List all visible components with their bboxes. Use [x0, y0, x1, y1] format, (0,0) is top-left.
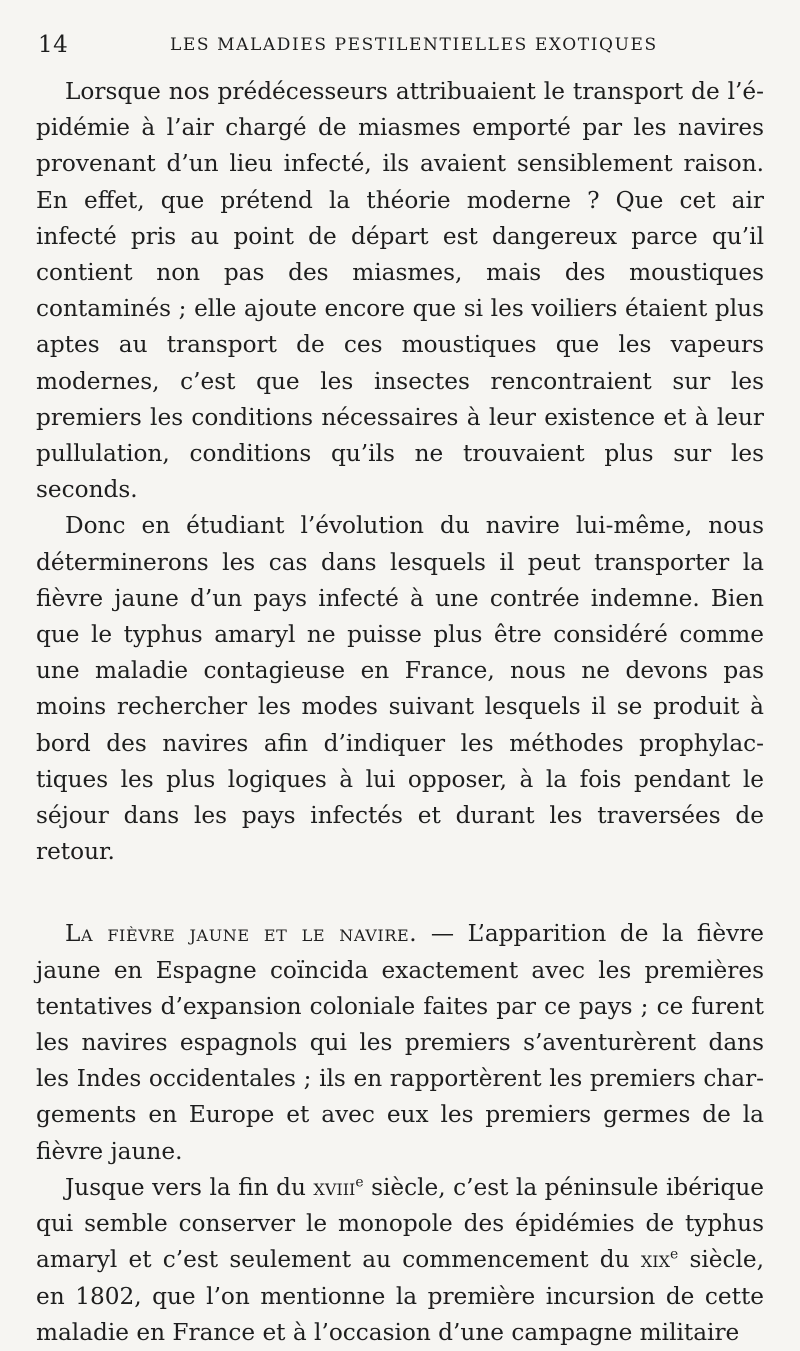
paragraph-miasmes: Lorsque nos prédécesseurs attribuaient le transport de l’épidémie à l’air chargé de miasmes emporté par les navires provenant d’un lieu infecté, ils avaient sensiblement raison. En effet, que prétend la théorie moderne ? Que cet air infecté pris au point de départ est dangereux parce qu’il contient non pas des miasmes, mais des moustiques contaminés ; elle ajoute encore que si les voiliers étaient plus aptes au transport de ces moustiques que les vapeurs modernes, c’est que les insectes rencontraient sur les premiers les conditions nécessaires à leur existence et à leur pullulation, conditions qu’ils ne trouvaient plus sur les seconds.: [36, 78, 764, 504]
century-xix: xix: [640, 1246, 670, 1274]
paragraph-evolution-navire: Donc en étudiant l’évolution du navire lui-même, nous déterminerons les cas dans lesquels il peut transporter la fièvre jaune d’un pays infecté à une contrée indemne. Bien que le typhus amaryl ne puisse plus être considéré comme une maladie contagieuse en France, nous ne devons pas moins rechercher les modes suivant lesquels il se produit à bord des navires afin d’indiquer les méthodes prophylactiques les plus logiques à lui opposer, à la fois pendant le séjour dans les pays infectés et durant les traversées de retour.: [36, 512, 764, 866]
paragraph-peninsule-part3: siècle, en 1802, que l’on mentionne la première incursion de cette maladie en France et à l’occasion d’une campagne militaire: [36, 1246, 764, 1346]
page-header: [36, 32, 766, 62]
section-dash: —: [417, 920, 468, 948]
century-xix-suffix: e: [669, 1246, 679, 1263]
century-xviii: xviii: [313, 1173, 356, 1201]
paragraph-peninsule-part1: Jusque vers la fin du: [65, 1173, 314, 1201]
body-text: [36, 74, 764, 1351]
century-xviii-suffix: e: [355, 1174, 364, 1191]
running-title: LES MALADIES PESTILENTIELLES EXOTIQUES: [170, 35, 658, 55]
page-number: 14: [38, 32, 69, 58]
paragraph-peninsule: [36, 1170, 764, 1351]
section-heading: La fièvre jaune et le navire.: [65, 920, 418, 948]
section-paragraph-text: L’apparition de la fièvre jaune en Espagne coïncida exactement avec les premières tentatives d’expansion coloniale faites par ce pays ; ce furent les navires espagnols qui les premiers s’aventurèrent dans les Indes occidentales ; ils en rapportèrent les premiers chargements en Europe et avec eux les premiers germes de la fièvre jaune.: [36, 920, 765, 1165]
section-paragraph: [36, 916, 764, 1169]
paragraph-peninsule-part2: siècle, c’est la péninsule ibérique qui semble conserver le monopole des épidémies de typhus amaryl et c’est seulement au commencement du: [36, 1173, 764, 1274]
